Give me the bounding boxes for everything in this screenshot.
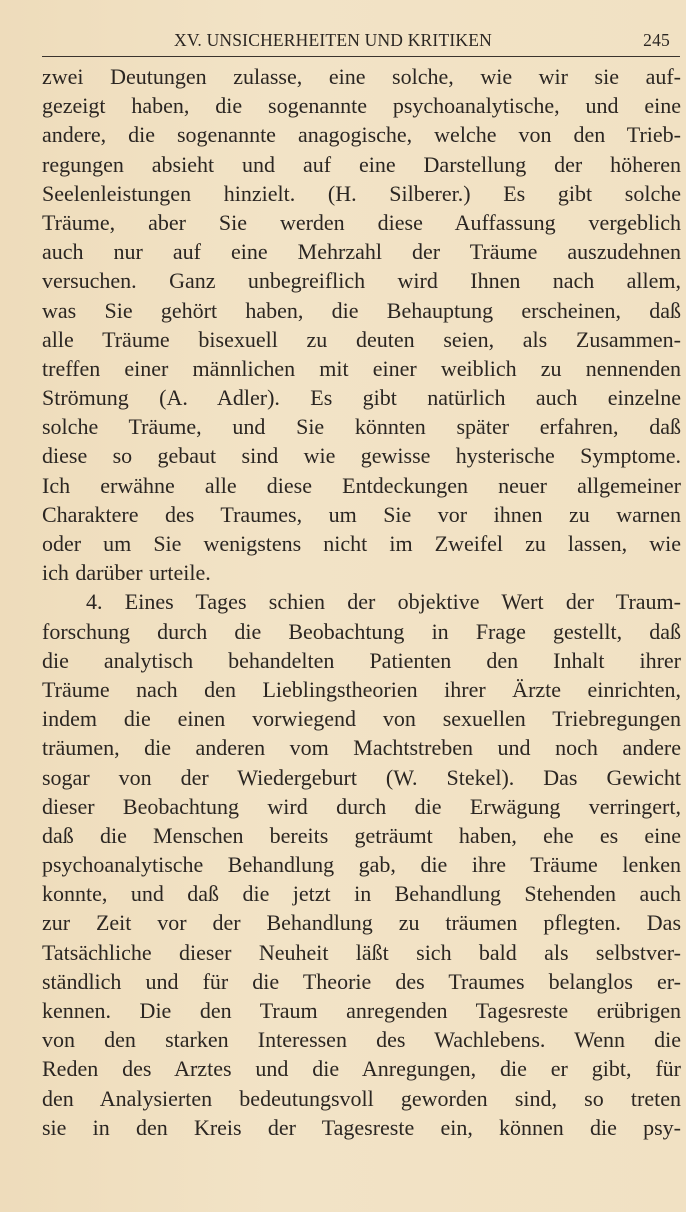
text-line: psychoanalytische Behandlung gab, die ihre Träume lenken [42, 852, 681, 878]
text-line: den Analysierten bedeutungsvoll geworden sind, so treten [42, 1085, 681, 1111]
paragraph-start-line: 4. Eines Tages schien der objektive Wert der Traum- [86, 589, 681, 615]
paragraph-end-line: ich darüber urteile. [42, 560, 211, 586]
text-line: auch nur auf eine Mehrzahl der Träume auszudehnen [42, 239, 681, 265]
text-line: forschung durch die Beobachtung in Frage gestellt, daß [42, 618, 681, 644]
page-number: 245 [643, 30, 670, 50]
text-line: ständlich und für die Theorie des Traumes belanglos er- [42, 968, 681, 994]
text-line: was Sie gehört haben, die Behauptung erscheinen, daß [42, 297, 681, 323]
text-line: daß die Menschen bereits geträumt haben, ehe es eine [42, 822, 681, 848]
text-line: versuchen. Ganz unbegreiflich wird Ihnen nach allem, [42, 268, 681, 294]
body-text [42, 62, 681, 1142]
text-line: konnte, und daß die jetzt in Behandlung Stehenden auch [42, 881, 681, 907]
text-line: Strömung (A. Adler). Es gibt natürlich auch einzelne [42, 385, 681, 411]
text-line: treffen einer männlichen mit einer weiblich zu nennenden [42, 355, 681, 381]
text-line: diese so gebaut sind wie gewisse hysterische Symptome. [42, 443, 681, 469]
text-line: solche Träume, und Sie könnten später erfahren, daß [42, 414, 681, 440]
text-line: Träume nach den Lieblingstheorien ihrer Ärzte einrichten, [42, 676, 681, 702]
text-line: gezeigt haben, die sogenannte psychoanalytische, und eine [42, 93, 681, 119]
text-line: zur Zeit vor der Behandlung zu träumen pflegten. Das [42, 910, 681, 936]
text-line: andere, die sogenannte anagogische, welche von den Trieb- [42, 122, 681, 148]
text-line: Charaktere des Traumes, um Sie vor ihnen zu warnen [42, 501, 681, 527]
text-line: alle Träume bisexuell zu deuten seien, als Zusammen- [42, 326, 681, 352]
running-header [44, 30, 674, 56]
text-line: Tatsächliche dieser Neuheit läßt sich bald als selbstver- [42, 939, 681, 965]
text-line: von den starken Interessen des Wachlebens. Wenn die [42, 1027, 681, 1053]
text-line: Reden des Arztes und die Anregungen, die er gibt, für [42, 1056, 681, 1082]
text-line: die analytisch behandelten Patienten den Inhalt ihrer [42, 647, 681, 673]
text-line: Träume, aber Sie werden diese Auffassung vergeblich [42, 209, 681, 235]
text-line: dieser Beobachtung wird durch die Erwägung verringert, [42, 793, 681, 819]
text-line: oder um Sie wenigstens nicht im Zweifel zu lassen, wie [42, 531, 681, 556]
text-line: regungen absieht und auf eine Darstellung der höheren [42, 151, 681, 177]
chapter-title: XV. UNSICHERHEITEN UND KRITIKEN [174, 30, 492, 50]
header-rule [42, 56, 680, 57]
text-line: sie in den Kreis der Tagesreste ein, können die psy- [42, 1114, 681, 1140]
text-line: kennen. Die den Traum anregenden Tagesreste erübrigen [42, 998, 681, 1023]
text-line: Ich erwähne alle diese Entdeckungen neuer allgemeiner [42, 472, 681, 498]
text-line: zwei Deutungen zulasse, eine solche, wie wir sie auf- [42, 64, 681, 89]
text-line: Seelenleistungen hinzielt. (H. Silberer.) Es gibt solche [42, 180, 681, 206]
text-line: indem die einen vorwiegend von sexuellen Triebregungen [42, 706, 681, 732]
text-line: träumen, die anderen vom Machtstreben und noch andere [42, 735, 681, 761]
text-line: sogar von der Wiedergeburt (W. Stekel). Das Gewicht [42, 764, 681, 790]
